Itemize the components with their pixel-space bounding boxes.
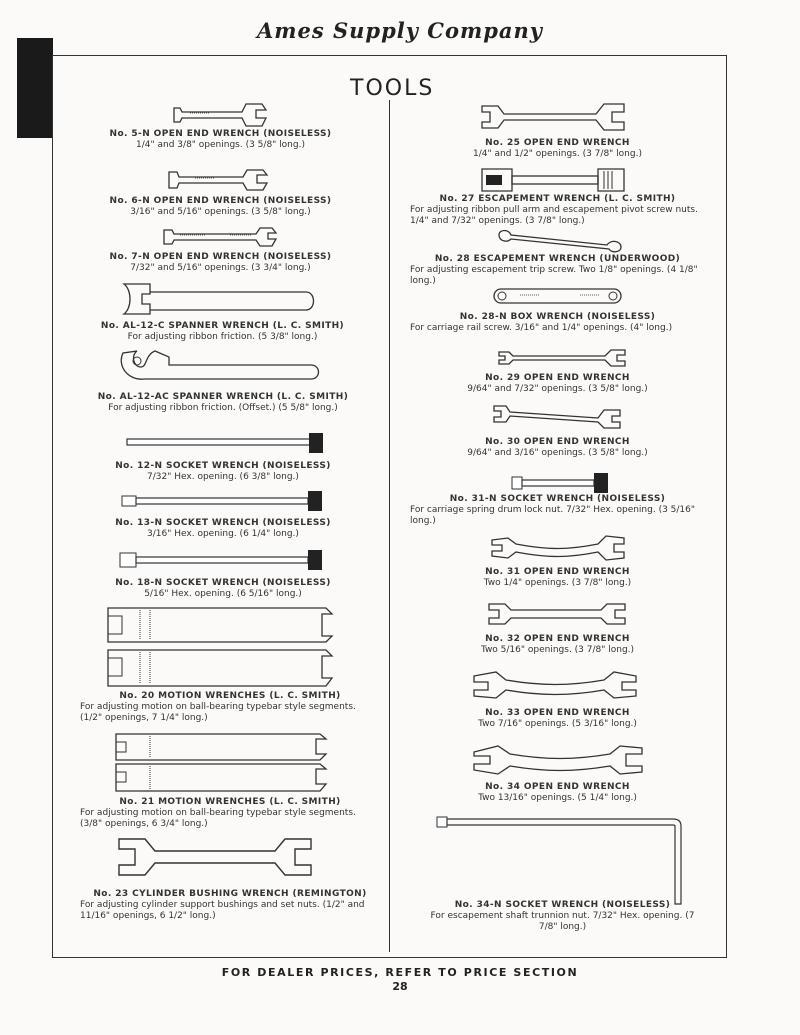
- item-name: No. 31-N SOCKET WRENCH (NOISELESS): [449, 494, 666, 504]
- item-name: No. AL-12-C SPANNER WRENCH (L. C. SMITH): [100, 321, 345, 331]
- item-32: [420, 634, 695, 656]
- item-desc: 5/16" Hex. opening. (6 5/16" long.): [144, 589, 302, 599]
- item-name: No. 28 ESCAPEMENT WRENCH (UNDERWOOD): [434, 254, 681, 264]
- item-6n: [98, 196, 343, 218]
- item-desc: Two 1/4" openings. (3 7/8" long.): [483, 578, 632, 588]
- item-name: No. 7-N OPEN END WRENCH (NOISELESS): [109, 252, 332, 262]
- item-23: [80, 889, 380, 922]
- escapement-wrench-28-illustration: [495, 225, 625, 255]
- item-desc: Two 7/16" openings. (5 3/16" long.): [478, 719, 637, 729]
- column-divider: [389, 100, 390, 952]
- item-desc: For adjusting ribbon pull arm and escapement pivot screw nuts. 1/4" and 7/32" openings. (3 7/8" long.): [410, 205, 698, 226]
- item-desc: For escapement shaft trunnion nut. 7/32" Hex. opening. (7 7/8" long.): [430, 911, 695, 932]
- wrench-7n-illustration: [160, 224, 280, 250]
- item-desc: 7/32" Hex. opening. (6 3/8" long.): [147, 472, 299, 482]
- item-desc: 3/16" and 5/16" openings. (3 5/8" long.): [130, 207, 311, 217]
- item-30: [420, 437, 695, 459]
- item-13n: [98, 518, 348, 540]
- item-12n: [98, 461, 348, 483]
- socket-wrench-18n-illustration: [118, 548, 325, 572]
- item-7n: [98, 252, 343, 274]
- wrench-29-illustration: [495, 346, 630, 370]
- wrench-32-illustration: [485, 598, 630, 630]
- page-number: 28: [392, 980, 408, 993]
- wrench-33-illustration: [470, 666, 640, 704]
- item-name: No. 5-N OPEN END WRENCH (NOISELESS): [109, 129, 332, 139]
- item-29: [420, 373, 695, 395]
- item-name: No. 33 OPEN END WRENCH: [485, 708, 630, 718]
- item-name: No. 32 OPEN END WRENCH: [485, 634, 630, 644]
- item-33: [420, 708, 695, 730]
- item-desc: For adjusting motion on ball-bearing typebar style segments. (1/2" openings, 7 1/4" long.): [80, 702, 356, 723]
- item-name: No. 31 OPEN END WRENCH: [485, 567, 630, 577]
- item-18n: [98, 578, 348, 600]
- item-name: No. 20 MOTION WRENCHES (L. C. SMITH): [119, 691, 341, 701]
- item-5n: [98, 129, 343, 151]
- item-desc: For adjusting motion on ball-bearing typebar style segments. (3/8" openings, 6 3/4" long.): [80, 808, 356, 829]
- wrench-30-illustration: [490, 400, 625, 430]
- item-31: [420, 567, 695, 589]
- item-25: [420, 138, 695, 160]
- item-name: No. 25 OPEN END WRENCH: [485, 138, 630, 148]
- motion-wrenches-20-illustration: [100, 604, 340, 690]
- escapement-wrench-27-illustration: [478, 165, 628, 195]
- item-20: [80, 691, 380, 724]
- spanner-al12ac-illustration: [115, 345, 325, 390]
- item-name: No. 29 OPEN END WRENCH: [485, 373, 630, 383]
- item-27: [410, 194, 705, 227]
- item-desc: 9/64" and 3/16" openings. (3 5/8" long.): [467, 448, 648, 458]
- item-name: No. 27 ESCAPEMENT WRENCH (L. C. SMITH): [439, 194, 676, 204]
- item-name: No. 28-N BOX WRENCH (NOISELESS): [459, 312, 656, 322]
- item-desc: Two 13/16" openings. (5 1/4" long.): [478, 793, 637, 803]
- page-title: TOOLS: [350, 76, 435, 101]
- wrench-31-illustration: [488, 532, 628, 564]
- item-name: No. 23 CYLINDER BUSHING WRENCH (REMINGTON): [93, 889, 367, 899]
- socket-wrench-31n-illustration: [510, 472, 610, 494]
- item-name: No. 34 OPEN END WRENCH: [485, 782, 630, 792]
- item-desc: For adjusting escapement trip screw. Two 1/8" openings. (4 1/8" long.): [410, 265, 698, 286]
- item-name: No. 21 MOTION WRENCHES (L. C. SMITH): [119, 797, 341, 807]
- item-desc: 1/4" and 3/8" openings. (3 5/8" long.): [136, 140, 305, 150]
- item-desc: Two 5/16" openings. (3 7/8" long.): [480, 645, 635, 655]
- item-name: No. 30 OPEN END WRENCH: [485, 437, 630, 447]
- wrench-6n-illustration: [165, 166, 275, 194]
- item-28: [410, 254, 705, 287]
- wrench-25-illustration: [478, 100, 628, 135]
- item-28n: [410, 312, 705, 334]
- item-31n: [410, 494, 705, 527]
- black-edge-tab: [17, 38, 53, 138]
- wrench-5n-illustration: [170, 100, 270, 130]
- box-wrench-28n-illustration: [490, 285, 625, 307]
- socket-wrench-34n-illustration: [435, 812, 685, 907]
- item-name: No. AL-12-AC SPANNER WRENCH (L. C. SMITH): [97, 392, 349, 402]
- spanner-al12c-illustration: [120, 280, 320, 320]
- price-footer: FOR DEALER PRICES, REFER TO PRICE SECTION: [221, 966, 579, 979]
- item-desc: For adjusting ribbon friction. (Offset.) (5 5/8" long.): [108, 403, 338, 413]
- item-desc: For adjusting cylinder support bushings and set nuts. (1/2" and 11/16" openings, 6 1/2" long.): [80, 900, 365, 921]
- item-desc: For carriage spring drum lock nut. 7/32" Hex. opening. (3 5/16" long.): [410, 505, 696, 526]
- company-header: Ames Supply Company: [256, 18, 543, 43]
- item-desc: 1/4" and 1/2" openings. (3 7/8" long.): [473, 149, 642, 159]
- item-21: [80, 797, 380, 830]
- item-desc: For carriage rail screw. 3/16" and 1/4" openings. (4" long.): [410, 323, 673, 333]
- socket-wrench-12n-illustration: [125, 432, 325, 454]
- socket-wrench-13n-illustration: [120, 490, 325, 512]
- wrench-34-illustration: [470, 740, 645, 780]
- item-name: No. 13-N SOCKET WRENCH (NOISELESS): [115, 518, 331, 528]
- cylinder-bushing-wrench-23-illustration: [115, 835, 315, 880]
- item-al12ac: [88, 392, 358, 414]
- item-34: [420, 782, 695, 804]
- item-desc: 9/64" and 7/32" openings. (3 5/8" long.): [467, 384, 648, 394]
- item-desc: 3/16" Hex. opening. (6 1/4" long.): [147, 529, 299, 539]
- item-name: No. 6-N OPEN END WRENCH (NOISELESS): [109, 196, 332, 206]
- item-al12c: [90, 321, 355, 343]
- item-name: No. 18-N SOCKET WRENCH (NOISELESS): [115, 578, 331, 588]
- item-desc: 7/32" and 5/16" openings. (3 3/4" long.): [130, 263, 311, 273]
- item-desc: For adjusting ribbon friction. (5 3/8" long.): [127, 332, 318, 342]
- item-name: No. 34-N SOCKET WRENCH (NOISELESS): [454, 900, 671, 910]
- motion-wrenches-21-illustration: [110, 730, 335, 795]
- item-34n: [420, 900, 705, 933]
- item-name: No. 12-N SOCKET WRENCH (NOISELESS): [115, 461, 331, 471]
